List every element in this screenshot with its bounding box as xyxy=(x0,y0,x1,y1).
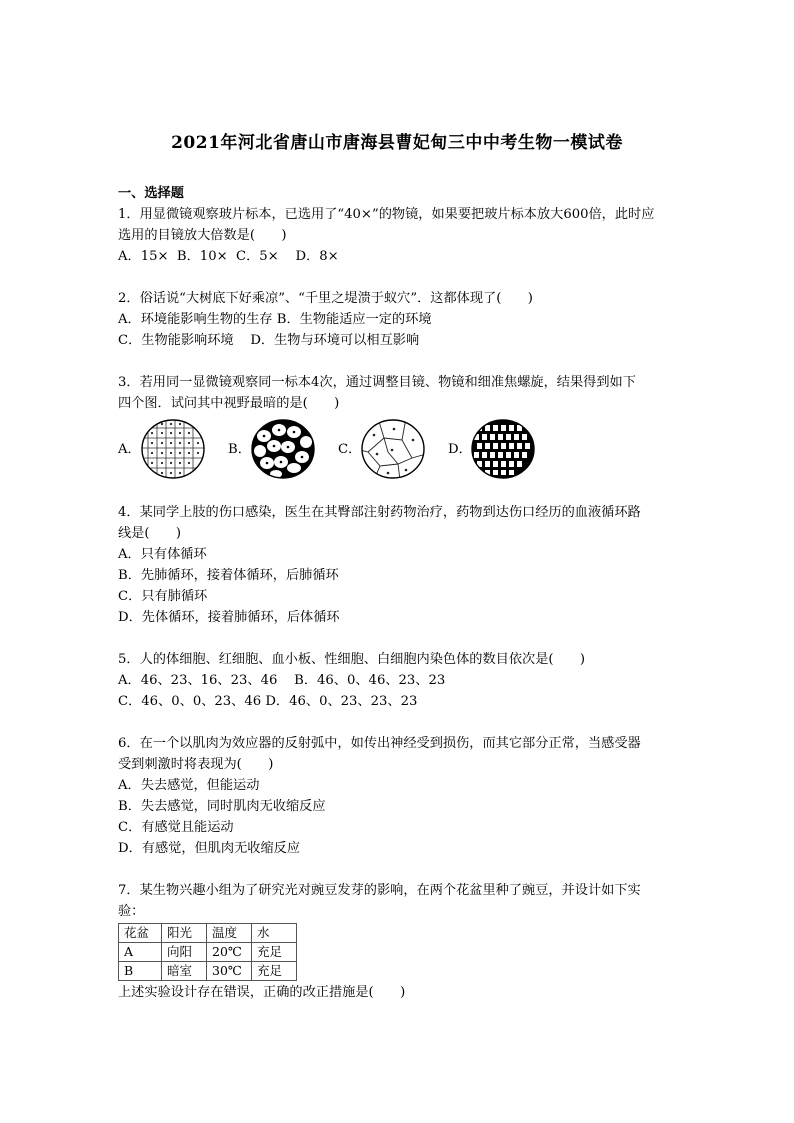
q4-stem-line2: 线是( ) xyxy=(118,526,182,541)
question-list xyxy=(118,183,678,1003)
q2-options-cd: C．生物能影响环境 D．生物与环境可以相互影响 xyxy=(118,333,420,348)
q2-stem: 2．俗话说“大树底下好乘凉”、“千里之堤溃于蚁穴”．这都体现了( ) xyxy=(118,291,533,306)
table-row xyxy=(119,943,297,962)
q1-options: A．15× B．10× C．5× D．8× xyxy=(118,249,339,264)
q3-label-d: D． xyxy=(448,441,472,457)
q5-options-ab: A．46、23、16、23、46 B．46、0、46、23、23 xyxy=(118,673,446,688)
q3-figure-row xyxy=(118,418,678,480)
table-cell: 暗室 xyxy=(162,962,207,981)
q6-option-c: C．有感觉且能运动 xyxy=(118,820,234,835)
q5-stem: 5．人的体细胞、红细胞、血小板、性细胞、白细胞内染色体的数目依次是( ) xyxy=(118,652,586,667)
page-title: 2021年河北省唐山市唐海县曹妃甸三中中考生物一模试卷 xyxy=(171,133,623,153)
table-header-cell: 花盆 xyxy=(119,924,162,943)
table-cell: 向阳 xyxy=(162,943,207,962)
q7-followup: 上述实验设计存在错误，正确的改正措施是( ) xyxy=(118,985,406,1000)
q3-figure-a xyxy=(118,418,206,480)
table-header-cell: 阳光 xyxy=(162,924,207,943)
q3-figure-c xyxy=(338,418,426,480)
q6-option-d: D．有感觉，但肌肉无收缩反应 xyxy=(118,841,301,856)
q5-options-cd: C．46、0、0、23、46 D．46、0、23、23、23 xyxy=(118,694,418,709)
q3-stem-line1: 3．若用同一显微镜观察同一标本4次，通过调整目镜、物镜和细准焦螺旋，结果得到如下 xyxy=(118,375,636,390)
section-heading: 一、选择题 xyxy=(118,186,184,201)
q4-stem-line1: 4．某同学上肢的伤口感染，医生在其臀部注射药物治疗，药物到达伤口经历的血液循环路 xyxy=(118,505,641,520)
table-header-cell: 温度 xyxy=(207,924,252,943)
q6-stem-line2: 受到刺激时将表现为( ) xyxy=(118,757,274,772)
table-row xyxy=(119,962,297,981)
table-cell: A xyxy=(119,943,162,962)
table-cell: B xyxy=(119,962,162,981)
table-cell: 30℃ xyxy=(207,962,252,981)
q3-stem-line2: 四个图．试问其中视野最暗的是( ) xyxy=(118,396,340,411)
experiment-table xyxy=(118,923,297,981)
table-cell: 充足 xyxy=(252,962,297,981)
q4-option-a: A．只有体循环 xyxy=(118,547,207,562)
microscope-field-a-image xyxy=(140,418,206,480)
table-cell: 充足 xyxy=(252,943,297,962)
q4-option-b: B．先肺循环，接着体循环，后肺循环 xyxy=(118,568,339,583)
q3-label-b: B． xyxy=(228,441,251,457)
q1-stem-line2: 选用的目镜放大倍数是( ) xyxy=(118,228,287,243)
q3-figure-b xyxy=(228,418,316,480)
q4-option-d: D．先体循环，接着肺循环，后体循环 xyxy=(118,610,340,625)
microscope-field-c-image xyxy=(360,418,426,480)
q1-stem-line1: 1．用显微镜观察玻片标本，已选用了“40×”的物镜，如果要把玻片标本放大600倍，此时应 xyxy=(118,207,655,222)
q4-option-c: C．只有肺循环 xyxy=(118,589,208,604)
table-cell: 20℃ xyxy=(207,943,252,962)
q3-label-c: C． xyxy=(338,441,362,457)
microscope-field-b-image xyxy=(250,418,316,480)
q7-stem-line1: 7．某生物兴趣小组为了研究光对豌豆发芽的影响，在两个花盆里种了豌豆，并设计如下实 xyxy=(118,883,641,898)
q3-label-a: A． xyxy=(118,441,141,457)
q3-figure-d xyxy=(448,418,536,480)
q7-stem-line2: 验： xyxy=(118,904,145,919)
q6-option-a: A．失去感觉，但能运动 xyxy=(118,778,260,793)
microscope-field-d-image xyxy=(470,418,536,480)
q6-stem-line1: 6．在一个以肌肉为效应器的反射弧中，如传出神经受到损伤，而其它部分正常，当感受器 xyxy=(118,736,641,751)
q6-option-b: B．失去感觉，同时肌肉无收缩反应 xyxy=(118,799,326,814)
table-header-row xyxy=(119,924,297,943)
table-header-cell: 水 xyxy=(252,924,297,943)
q2-options-ab: A．环境能影响生物的生存 B．生物能适应一定的环境 xyxy=(118,312,432,327)
